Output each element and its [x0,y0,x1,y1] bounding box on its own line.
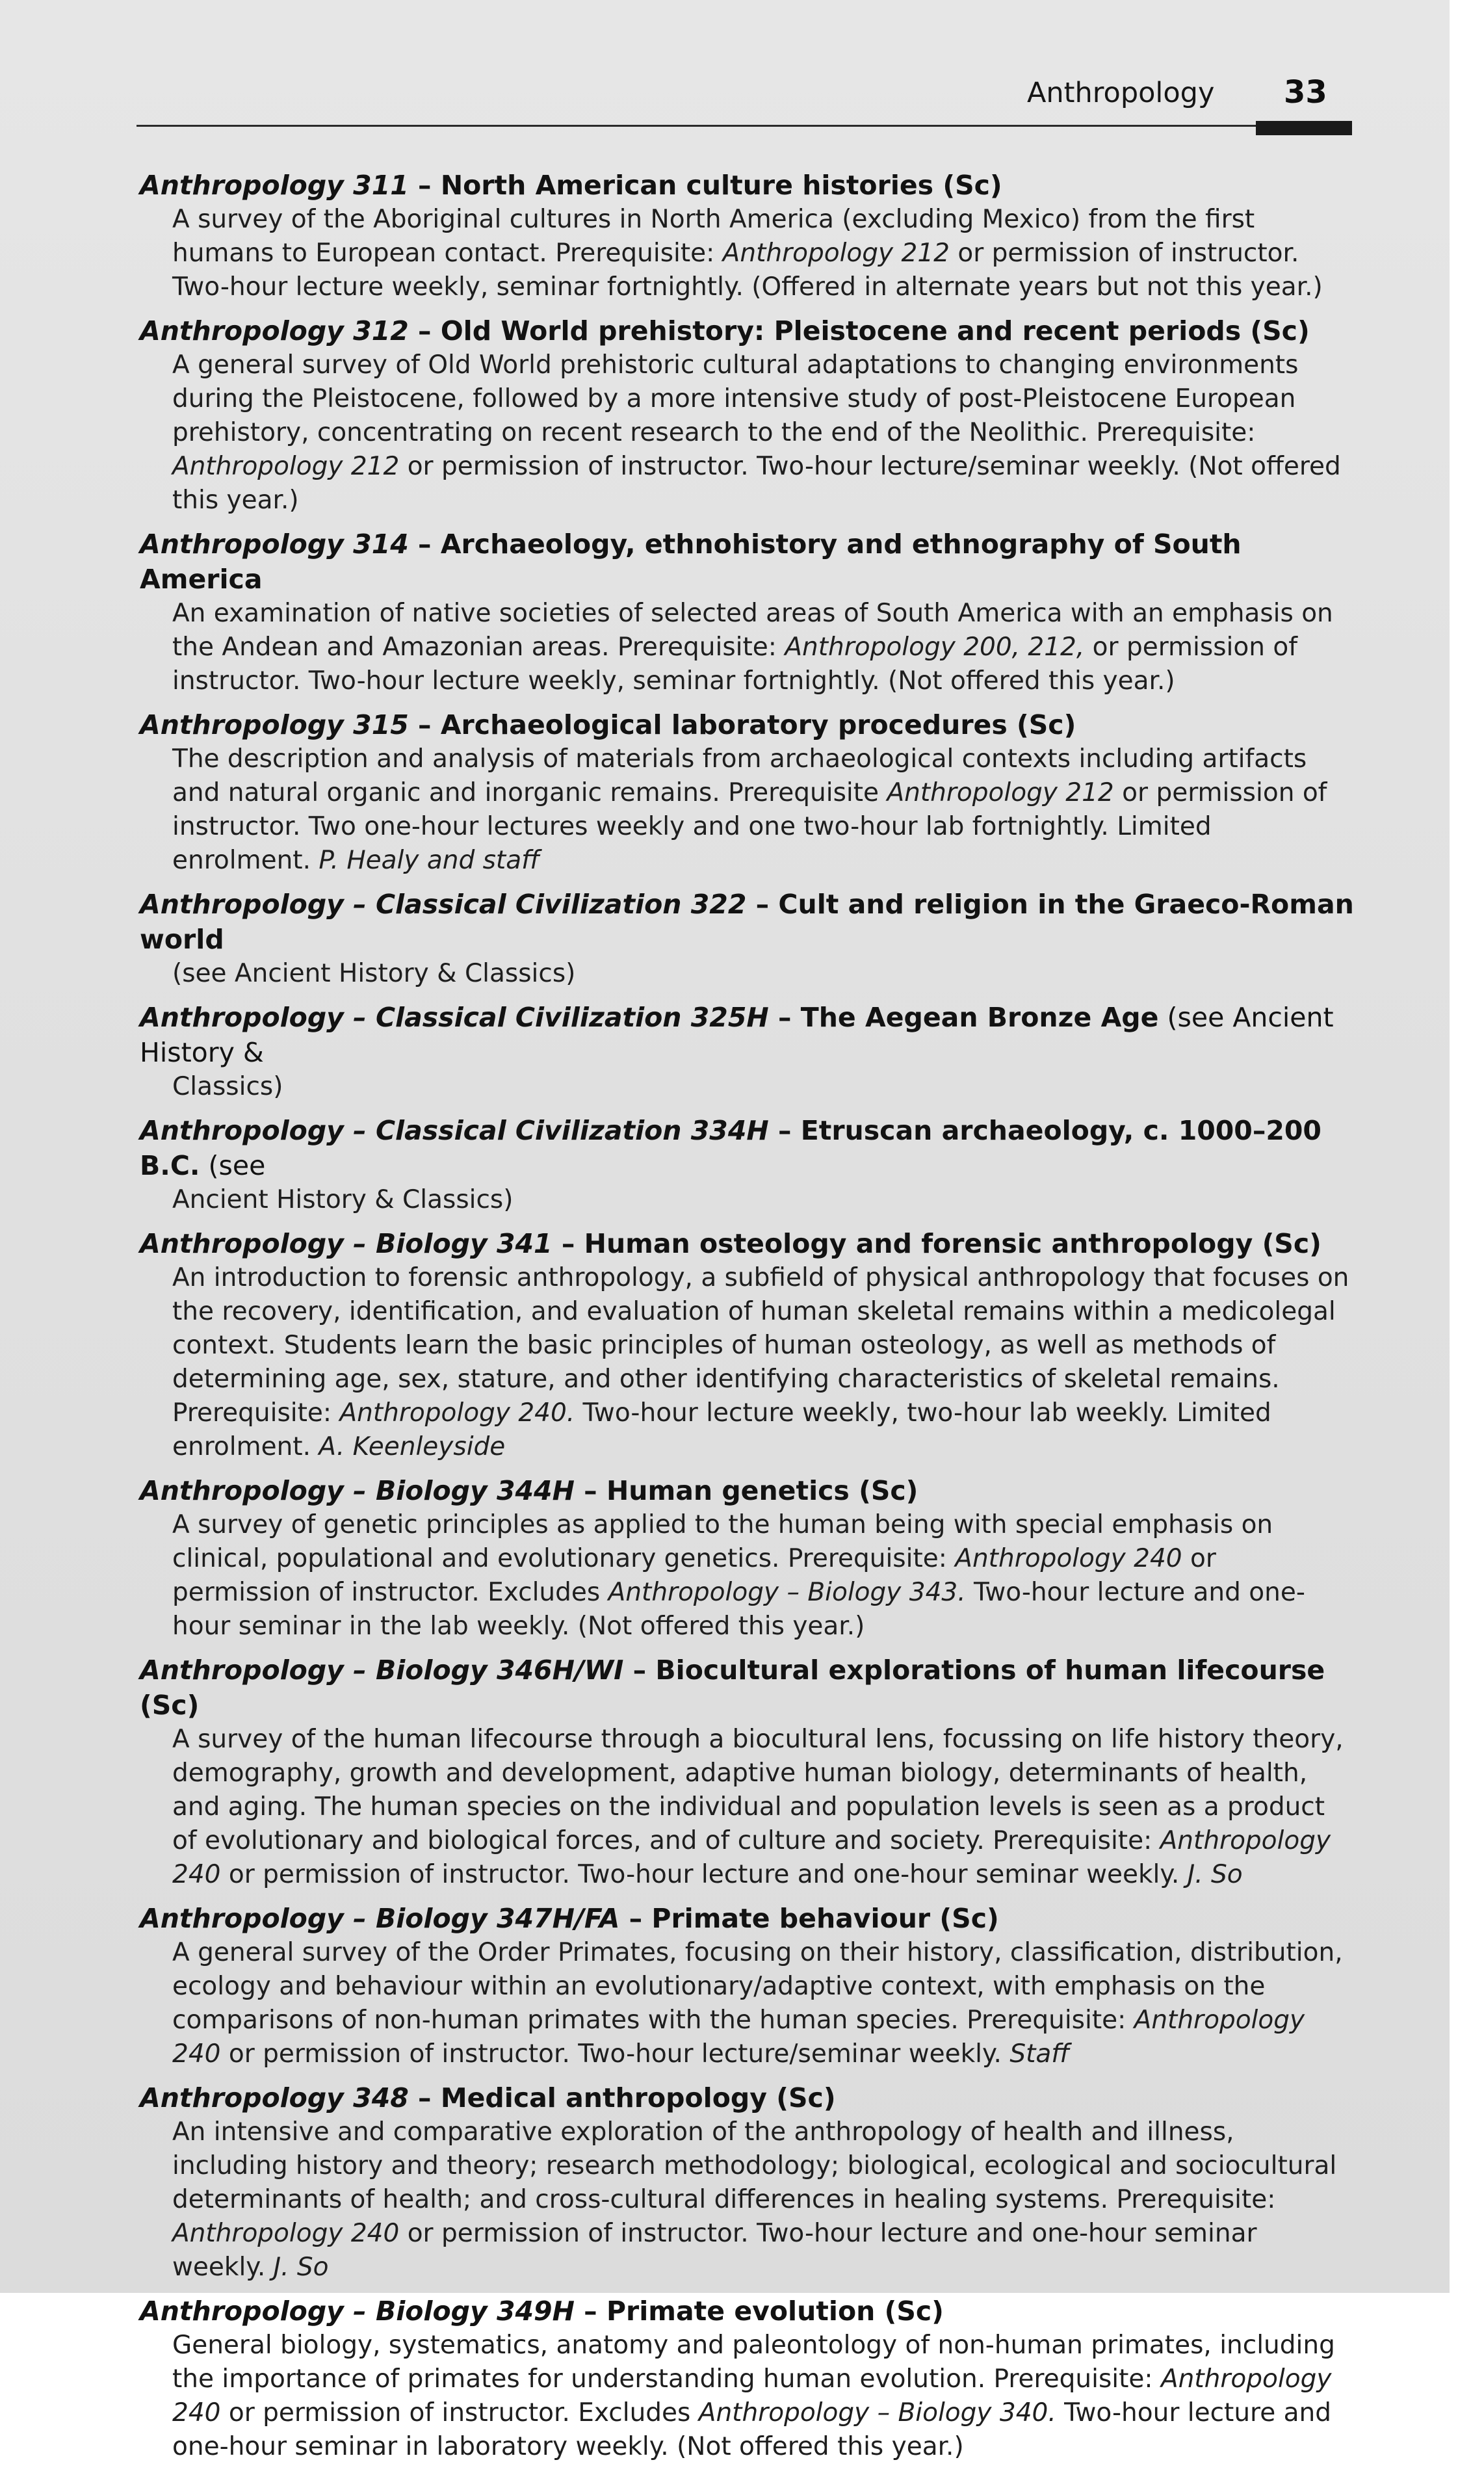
course-reference: Anthropology – Biology 340. [698,2398,1056,2427]
description-text: or permission of instructor. Two-hour lecture and one-hour seminar weekly. [220,1860,1188,1889]
course-title: Anthropology – Biology 349H – Primate evolution (Sc) [140,2296,944,2327]
description-text: or permission of instructor. Excludes [220,2398,699,2427]
course-name: Cult and religion in the Graeco-Roman world [140,889,1354,955]
header-rule-block [1256,121,1352,135]
instructor-name: J. So [1187,1860,1243,1889]
description-text: or permission of instructor. Two-hour lecture weekly, seminar fortnightly. (Offered in alternate years but not this year.) [172,239,1323,302]
course-title: Anthropology – Classical Civilization 334H – Etruscan archaeology, c. 1000–200 B.C. (see [140,1115,1321,1181]
course-entry [140,707,1354,878]
course-reference: Anthropology 200, 212, [785,633,1085,662]
description-text: A general survey of the Order Primates, focusing on their history, classification, distribution, ecology and behaviour within an evolutionary/adaptive context, with emphasis on the comparisons of non-human primates with the human species. Prerequisite: [172,1938,1343,2035]
course-code: Anthropology – Biology 349H [140,2296,575,2327]
course-title: Anthropology – Classical Civilization 322 – Cult and religion in the Graeco-Roman world [140,889,1354,955]
cross-reference: (see Ancient History & [140,1002,1334,1068]
course-title: Anthropology – Biology 347H/FA – Primate behaviour (Sc) [140,1903,999,1934]
course-code: Anthropology – Classical Civilization 322 [140,889,747,920]
instructor-name: P. Healy and staff [319,846,540,875]
course-entry [140,1901,1354,2071]
course-name: Biocultural explorations of human lifecourse (Sc) [140,1655,1325,1721]
description-text: A survey of the human lifecourse through a biocultural lens, focussing on life history theory, demography, growth and development, adaptive human biology, determinants of health, and aging. The human species on the individual and population levels is seen as a product of evolutionary and biological forces, and of culture and society. Prerequisite: [172,1725,1344,1855]
description-text: Two-hour lecture weekly, two-hour lab weekly. Limited enrolment. [172,1398,1271,1461]
course-reference: Anthropology 212 [887,778,1114,807]
course-entry [140,313,1354,517]
course-reference: Anthropology 212 [172,452,400,481]
instructor-name: A. Keenleyside [319,1432,506,1461]
course-entry [140,2080,1354,2284]
description-text: Two-hour lecture and one-hour seminar in the lab weekly. (Not offered this year.) [172,1578,1305,1641]
course-reference: Anthropology 212 [722,239,950,268]
description-text: An introduction to forensic anthropology, a subfield of physical anthropology that focuses on the recovery, identification, and evaluation of human skeletal remains within a medicolegal context. Students learn the basic principles of human osteology, as well as methods of determining age, sex, stature, and other identifying characteristics of skeletal remains. Prerequisite: [172,1263,1349,1428]
course-reference: Anthropology 240 [172,2219,400,2248]
course-description [140,1508,1354,1643]
course-code: Anthropology 314 [140,529,409,560]
course-description [140,1723,1354,1892]
course-code: Anthropology 348 [140,2082,409,2113]
course-name: Primate behaviour (Sc) [651,1903,999,1934]
instructor-name: J. So [273,2253,329,2282]
course-code: Anthropology 315 [140,709,409,740]
cross-reference: Classics) [172,1072,283,1101]
course-description [140,348,1354,517]
description-text: or permission of instructor. Excludes [172,1544,1216,1607]
course-entry [140,1473,1354,1643]
course-title: Anthropology – Classical Civilization 325H – The Aegean Bronze Age (see Ancient History & [140,1002,1334,1068]
cross-reference: Ancient History & Classics) [172,1185,514,1214]
course-description [140,203,1354,304]
course-entry [140,887,1354,991]
course-code: Anthropology – Biology 347H/FA [140,1903,620,1934]
page-number: 33 [1284,74,1327,111]
course-code: Anthropology – Classical Civilization 325H [140,1002,769,1033]
course-entry [140,1000,1354,1104]
running-head: Anthropology [1027,77,1215,109]
header-rule [137,125,1352,127]
course-name: Primate evolution (Sc) [606,2296,944,2327]
course-title: Anthropology 314 – Archaeology, ethnohistory and ethnography of South America [140,529,1242,595]
instructor-name: Staff [1009,2039,1070,2069]
course-code: Anthropology – Biology 344H [140,1475,575,1506]
description-text: An intensive and comparative exploration of the anthropology of health and illness, including history and theory; research methodology; biological, ecological and sociocultural determinants of health; and cross-cultural differences in healing systems. Prerequisite: [172,2117,1337,2214]
course-reference: Anthropology 240 [955,1544,1182,1573]
description-text: or permission of instructor. Two-hour lecture and one-hour seminar weekly. [172,2219,1257,2282]
course-description [140,1261,1354,1464]
course-entry [140,527,1354,698]
description-text: A survey of the Aboriginal cultures in North America (excluding Mexico) from the first humans to European contact. Prerequisite: [172,205,1255,268]
description-text: A survey of genetic principles as applied to the human being with special emphasis on clinical, populational and evolutionary genetics. Prerequisite: [172,1510,1273,1573]
course-entry [140,168,1354,304]
course-name: The Aegean Bronze Age [800,1002,1159,1033]
course-name: North American culture histories (Sc) [440,170,1002,201]
course-title: Anthropology – Biology 344H – Human genetics (Sc) [140,1475,918,1506]
course-reference: Anthropology – Biology 343. [608,1578,966,1607]
course-code: Anthropology – Classical Civilization 334H [140,1115,769,1146]
description-text: or permission of instructor. Two-hour lecture/seminar weekly. [220,2039,1010,2069]
description-text: The description and analysis of materials from archaeological contexts including artifacts and natural organic and inorganic remains. Prerequisite [172,744,1307,807]
course-title: Anthropology – Biology 346H/WI – Biocultural explorations of human lifecourse (Sc) [140,1655,1325,1721]
course-name: Human osteology and forensic anthropology (Sc) [584,1228,1321,1259]
course-reference: Anthropology 240 [172,1826,1331,1889]
course-name: Human genetics (Sc) [606,1475,918,1506]
course-entry [140,1113,1354,1217]
cross-reference: (see Ancient History & Classics) [172,959,576,988]
description-text: or permission of instructor. Two one-hour lectures weekly and one two-hour lab fortnightly. Limited enrolment. [172,778,1327,875]
course-reference: Anthropology 240 [172,2364,1332,2427]
course-list [140,168,1354,2473]
course-description [140,2115,1354,2284]
course-title: Anthropology 311 – North American culture histories (Sc) [140,170,1002,201]
cross-reference: (see [200,1150,266,1181]
course-description [140,597,1354,698]
course-name: Archaeological laboratory procedures (Sc) [440,709,1076,740]
course-title: Anthropology 315 – Archaeological laboratory procedures (Sc) [140,709,1076,740]
description-text: General biology, systematics, anatomy and paleontology of non-human primates, including the importance of primates for understanding human evolution. Prerequisite: [172,2331,1335,2394]
description-text: An examination of native societies of selected areas of South America with an emphasis on the Andean and Amazonian areas. Prerequisite: [172,599,1333,662]
description-text: or permission of instructor. Two-hour lecture weekly, seminar fortnightly. (Not offered this year.) [172,633,1297,696]
description-text: A general survey of Old World prehistoric cultural adaptations to changing environments during the Pleistocene, followed by a more intensive study of post-Pleistocene European prehistory, concentrating on recent research to the end of the Neolithic. Prerequisite: [172,350,1299,447]
description-text: or permission of instructor. Two-hour lecture/seminar weekly. (Not offered this year.) [172,452,1341,515]
course-name: Etruscan archaeology, c. 1000–200 B.C. [140,1115,1321,1181]
course-code: Anthropology 312 [140,315,409,347]
course-name: Medical anthropology (Sc) [440,2082,836,2113]
course-code: Anthropology 311 [140,170,409,201]
course-name: Archaeology, ethnohistory and ethnography of South America [140,529,1242,595]
course-title: Anthropology 312 – Old World prehistory: Pleistocene and recent periods (Sc) [140,315,1310,347]
course-reference: Anthropology 240 [172,2006,1305,2069]
course-code: Anthropology – Biology 346H/WI [140,1655,624,1686]
course-title: Anthropology 348 – Medical anthropology (Sc) [140,2082,836,2113]
course-description [140,1936,1354,2071]
course-description [140,742,1354,878]
course-entry [140,2294,1354,2464]
page-header [1027,74,1352,116]
course-reference: Anthropology 240. [339,1398,575,1428]
course-code: Anthropology – Biology 341 [140,1228,553,1259]
course-title: Anthropology – Biology 341 – Human osteology and forensic anthropology (Sc) [140,1228,1321,1259]
course-description [140,2329,1354,2464]
description-text: Two-hour lecture and one-hour seminar in laboratory weekly. (Not offered this year.) [172,2398,1332,2461]
course-name: Old World prehistory: Pleistocene and recent periods (Sc) [440,315,1310,347]
course-entry [140,1653,1354,1892]
course-entry [140,1226,1354,1464]
